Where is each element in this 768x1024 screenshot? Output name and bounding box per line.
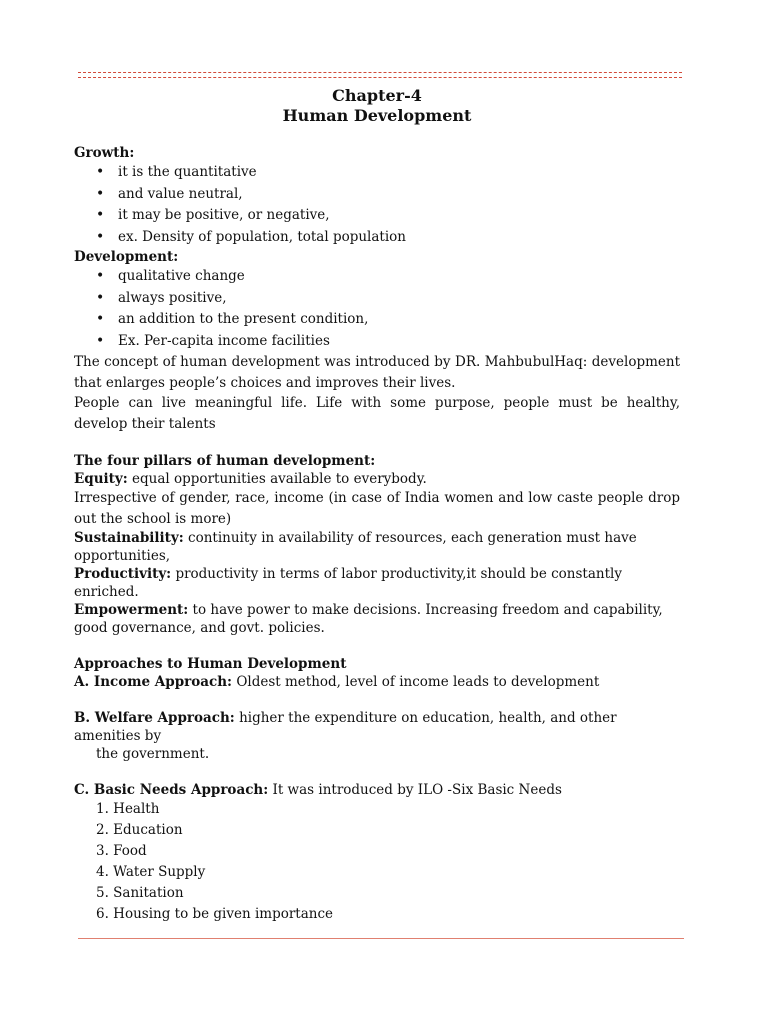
equity-label: Equity: [74, 471, 128, 487]
equity-line [74, 470, 680, 488]
chapter-title: Human Development [282, 106, 472, 125]
empowerment-label: Empowerment: [74, 602, 189, 618]
document-body [74, 86, 680, 925]
growth-list [74, 162, 680, 248]
basic-needs-approach-text: It was introduced by ILO -Six Basic Needs [268, 782, 562, 798]
list-item: 2. Education [96, 822, 183, 838]
income-approach-text: Oldest method, level of income leads to development [232, 674, 600, 690]
productivity-label: Productivity: [74, 566, 172, 582]
sustainability-text: continuity in availability of resources, each generation must have opportunities, [74, 530, 637, 564]
list-item: 1. Health [96, 801, 160, 817]
productivity-line [74, 565, 680, 601]
meaningful-life-paragraph: People can live meaningful life. Life with some purpose, people must be healthy, develop their talents [74, 395, 680, 432]
growth-heading: Growth: [74, 145, 135, 161]
basic-needs-approach-line [74, 781, 680, 799]
list-item: • an addition to the present condition, [74, 309, 680, 331]
list-item: • ex. Density of population, total population [74, 227, 680, 249]
income-approach-line [74, 673, 680, 691]
list-item: • qualitative change [74, 266, 680, 288]
list-item: • it is the quantitative [74, 162, 680, 184]
list-item: • it may be positive, or negative, [74, 205, 680, 227]
top-divider [78, 72, 682, 78]
empowerment-text: to have power to make decisions. Increasing freedom and capability, good governance, and govt. policies. [74, 602, 663, 636]
development-list [74, 266, 680, 352]
concept-paragraph: The concept of human development was introduced by DR. MahbubulHaq: development that enlarges people’s choices and improves their lives. [74, 354, 680, 391]
empowerment-line [74, 601, 680, 637]
list-item: 6. Housing to be given importance [96, 906, 334, 922]
productivity-text: productivity in terms of labor productivity,it should be constantly enriched. [74, 566, 622, 600]
development-heading: Development: [74, 249, 179, 265]
sustainability-line [74, 529, 680, 565]
sustainability-label: Sustainability: [74, 530, 184, 546]
approaches-heading: Approaches to Human Development [74, 656, 347, 672]
bottom-divider [78, 938, 684, 939]
welfare-approach-continuation: the government. [96, 746, 210, 762]
list-item: • always positive, [74, 288, 680, 310]
welfare-approach-line [74, 709, 680, 745]
chapter-number: Chapter-4 [332, 86, 422, 105]
list-item: 3. Food [96, 843, 147, 859]
income-approach-label: A. Income Approach: [74, 674, 233, 690]
list-item: 5. Sanitation [96, 885, 184, 901]
list-item: • Ex. Per-capita income facilities [74, 331, 680, 353]
list-item: • and value neutral, [74, 184, 680, 206]
irrespective-paragraph: Irrespective of gender, race, income (in case of India women and low caste people drop out the school is more) [74, 490, 680, 527]
basic-needs-approach-label: C. Basic Needs Approach: [74, 782, 269, 798]
basic-needs-list [74, 799, 680, 925]
welfare-approach-text: higher the expenditure on education, health, and other amenities by [74, 710, 617, 744]
pillars-heading: The four pillars of human development: [74, 453, 376, 469]
list-item: 4. Water Supply [96, 864, 206, 880]
equity-text: equal opportunities available to everybody. [127, 471, 427, 487]
welfare-approach-label: B. Welfare Approach: [74, 710, 235, 726]
